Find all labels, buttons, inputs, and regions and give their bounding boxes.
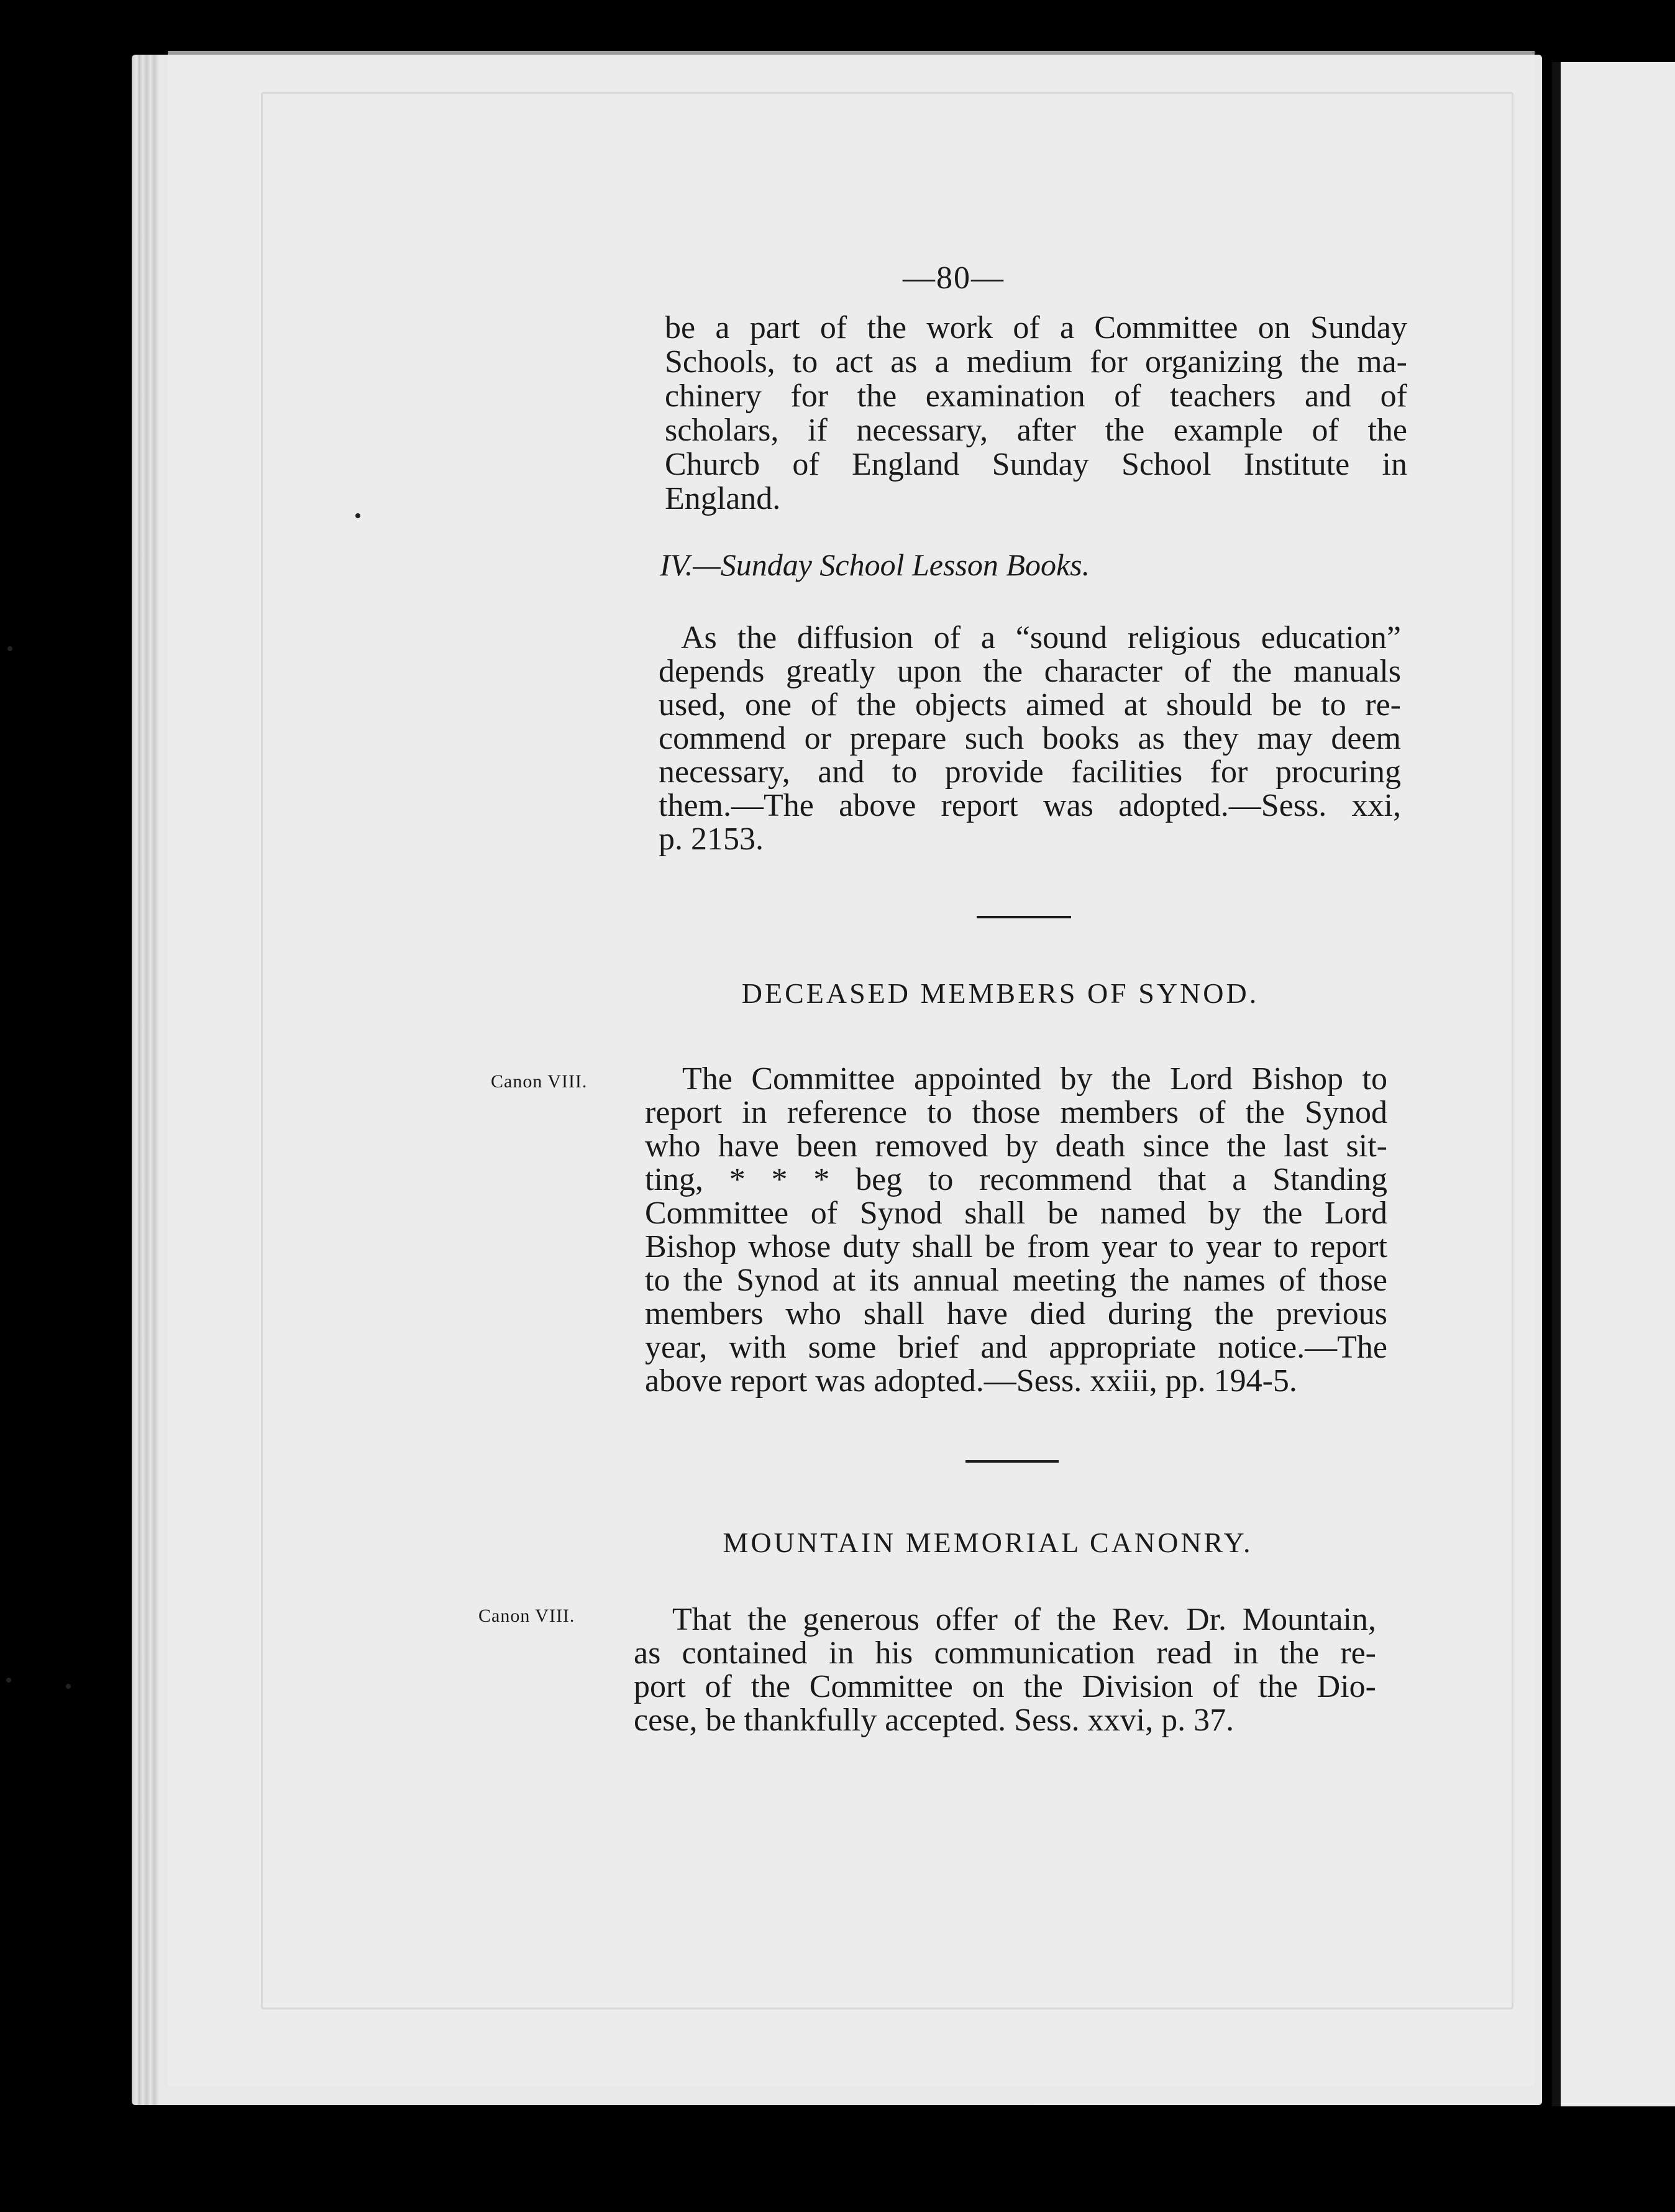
- section-iii-paragraph: [665, 311, 1407, 516]
- text-line: cese, be thankfully accepted. Sess. xxvi, p. 37.: [634, 1702, 1235, 1738]
- text-line: ting, * * * beg to recommend that a Standing: [645, 1162, 1387, 1197]
- section-iv-heading: IV.—Sunday School Lesson Books.: [660, 547, 1090, 582]
- text-line: necessary, and to provide facilities for procuring: [659, 754, 1401, 790]
- scan-speck: [7, 646, 12, 651]
- text-line: them.—The above report was adopted.—Sess. xxi,: [659, 788, 1401, 823]
- text-line: above report was adopted.—Sess. xxiii, pp. 194-5.: [645, 1363, 1297, 1399]
- text-line: The Committee appointed by the Lord Bishop to: [682, 1061, 1387, 1097]
- text-line: depends greatly upon the character of the manuals: [659, 654, 1401, 689]
- text-line: Bishop whose duty shall be from year to year to report: [645, 1229, 1387, 1264]
- text-line: who have been removed by death since the last sit-: [645, 1128, 1387, 1164]
- section-divider: [977, 916, 1071, 918]
- text-line: be a part of the work of a Committee on Sunday: [665, 310, 1407, 345]
- text-line: year, with some brief and appropriate notice.—The: [645, 1330, 1387, 1365]
- text-line: Schools, to act as a medium for organizing the ma-: [665, 344, 1407, 380]
- text-line: p. 2153.: [659, 821, 764, 857]
- facing-page-edge: [1552, 62, 1675, 2106]
- text-line: Churcb of England Sunday School Institute in: [665, 447, 1407, 482]
- text-line: That the generous offer of the Rev. Dr. Mountain,: [672, 1602, 1376, 1637]
- text-line: used, one of the objects aimed at should be to re-: [659, 687, 1401, 723]
- canon-margin-note: Canon VIII.: [491, 1071, 588, 1092]
- scan-speck: [66, 1684, 71, 1689]
- page-number: —80—: [903, 260, 1005, 296]
- text-line: members who shall have died during the previous: [645, 1296, 1387, 1332]
- text-line: to the Synod at its annual meeting the names of those: [645, 1263, 1387, 1298]
- text-line: England.: [665, 481, 781, 516]
- mountain-memorial-heading: MOUNTAIN MEMORIAL CANONRY.: [723, 1527, 1253, 1558]
- section-iv-paragraph: [659, 621, 1401, 856]
- scan-speck: [6, 1678, 11, 1683]
- text-line: as contained in his communication read in the re-: [634, 1635, 1376, 1671]
- text-line: As the diffusion of a “sound religious education”: [681, 620, 1401, 656]
- scan-speck: [355, 513, 360, 518]
- deceased-members-heading: DECEASED MEMBERS OF SYNOD.: [741, 977, 1259, 1009]
- text-line: commend or prepare such books as they may deem: [659, 721, 1401, 756]
- canon-margin-note: Canon VIII.: [478, 1606, 575, 1626]
- text-line: report in reference to those members of the Synod: [645, 1095, 1387, 1130]
- text-line: chinery for the examination of teachers and of: [665, 378, 1407, 414]
- section-divider: [965, 1460, 1059, 1463]
- deceased-members-paragraph: [645, 1063, 1387, 1398]
- text-line: port of the Committee on the Division of the Dio-: [634, 1669, 1376, 1704]
- text-line: scholars, if necessary, after the example of the: [665, 413, 1407, 448]
- text-line: Committee of Synod shall be named by the Lord: [645, 1195, 1387, 1231]
- mountain-memorial-paragraph: [634, 1603, 1376, 1737]
